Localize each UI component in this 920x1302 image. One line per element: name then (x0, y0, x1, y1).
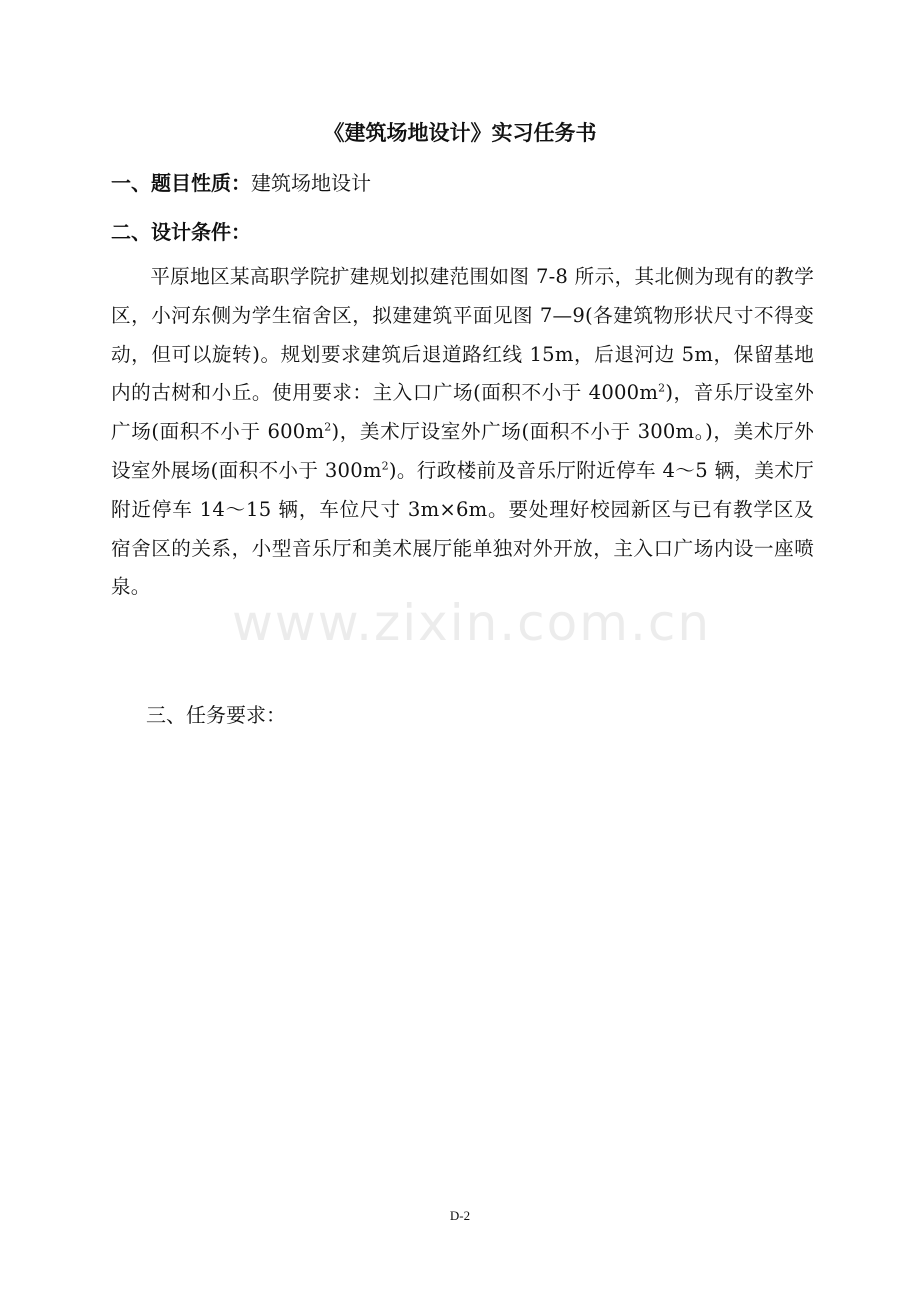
section-2-lead: 二、设计条件： (111, 220, 251, 244)
section-2-heading (111, 217, 251, 247)
design-conditions-paragraph (111, 258, 814, 607)
section-1-lead: 一、题目性质： (111, 171, 251, 195)
section-1-heading (111, 168, 371, 198)
paragraph-part-3: )，美术厅设室外广场(面积不小于 300m。)，美术厅外设室外展场(面积不小于 300m (111, 420, 814, 482)
paragraph-part-2: )，音乐厅设室外广场(面积不小于 600m (111, 381, 814, 444)
superscript-2: 2 (324, 420, 332, 434)
paragraph-part-4: )。行政楼前及音乐厅附近停车 4～5 辆，美术厅附近停车 14～15 辆，车位尺寸 3m×6m。要处理好校园新区与已有教学区及宿舍区的关系，小型音乐厅和美术展厅能单独对外开放，主入口广场内设一座喷泉。 (111, 458, 814, 599)
section-3-heading: 三、任务要求： (146, 703, 286, 727)
paragraph-part-1: 平原地区某高职学院扩建规划拟建范围如图 7-8 所示，其北侧为现有的教学区，小河东侧为学生宿舍区，拟建建筑平面见图 7—9(各建筑物形状尺寸不得变动，但可以旋转)。规划要求建筑后退道路红线 15m，后退河边 5m，保留基地内的古树和小丘。使用要求：主入口广场(面积不小于 4000m (111, 265, 814, 405)
page-number: D-2 (449, 1208, 471, 1223)
watermark: www.zixin.com.cn (232, 594, 712, 652)
superscript-3: 2 (381, 459, 389, 473)
section-1-value: 建筑场地设计 (251, 171, 371, 195)
document-title: 《建筑场地设计》实习任务书 (323, 121, 597, 145)
superscript-1: 2 (658, 381, 666, 395)
